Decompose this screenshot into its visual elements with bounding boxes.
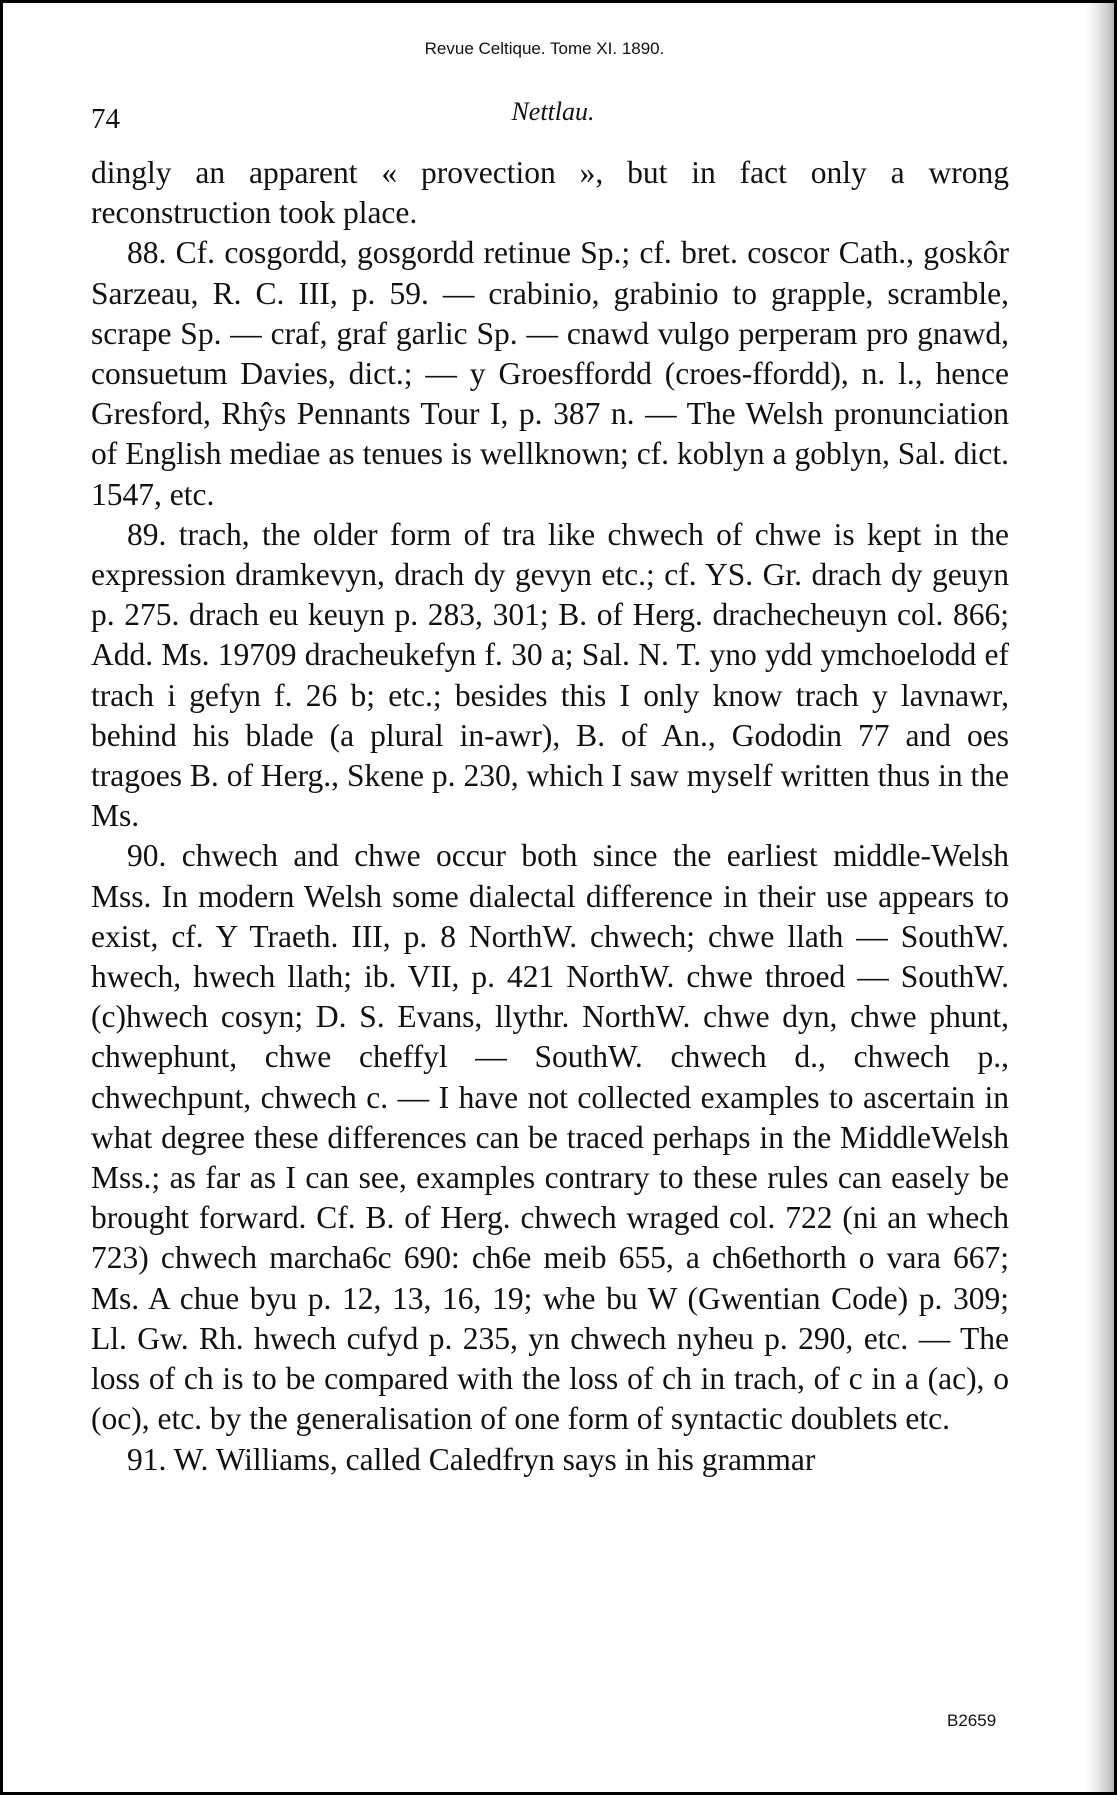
source-citation: Revue Celtique. Tome XI. 1890.: [424, 39, 665, 58]
paragraph-88: 88. Cf. cosgordd, gosgordd retinue Sp.; cf. bret. coscor Cath., goskôr Sarzeau, R. C. III, p. 59. — crabinio, grabinio to grapple, scramble, scrape Sp. — craf, graf garlic Sp. — cnawd vulgo perperam pro gnawd, consuetum Davies, dict.; — y Groesffordd (croes-ffordd), n. l., hence Gresford, Rhŷs Pennants Tour I, p. 387 n. — The Welsh pronunciation of English mediae as tenues is wellknown; cf. koblyn a goblyn, Sal. dict. 1547, etc.: [91, 235, 1009, 512]
page-number: 74: [91, 103, 120, 135]
paragraph-91: 91. W. Williams, called Caledfryn says in his grammar: [127, 1441, 816, 1477]
body-text: [91, 153, 1009, 1480]
paragraph-90: 90. chwech and chwe occur both since the earliest middle-Welsh Mss. In modern Welsh some dialectal difference in their use appears to exist, cf. Y Traeth. III, p. 8 NorthW. chwech; chwe llath — SouthW. hwech, hwech llath; ib. VII, p. 421 NorthW. chwe throed — SouthW. (c)hwech cosyn; D. S. Evans, llythr. NorthW. chwe dyn, chwe phunt, chwephunt, chwe cheffyl — SouthW. chwech d., chwech p., chwechpunt, chwech c. — I have not collected examples to ascertain in what degree these differences can be traced perhaps in the MiddleWelsh Mss.; as far as I can see, examples contrary to these rules can easely be brought forward. Cf. B. of Herg. chwech wraged col. 722 (ni an whech 723) chwech marcha6c 690: ch6e meib 655, a ch6ethorth o vara 667; Ms. A chue byu p. 12, 13, 16, 19; whe bu W (Gwentian Code) p. 309; Ll. Gw. Rh. hwech cufyd p. 235, yn chwech nyheu p. 290, etc. — The loss of ch is to be compared with the loss of ch in trach, of c in a (ac), o (oc), etc. by the generalisation of one form of syntactic doublets etc.: [91, 838, 1009, 1437]
archive-identifier: B2659: [947, 1711, 997, 1730]
paragraph-continuation: dingly an apparent « provection », but in fact only a wrong reconstruction took place.: [91, 155, 1009, 231]
running-head-author: Nettlau.: [511, 97, 595, 126]
book-spine-shadow: [1086, 3, 1114, 1792]
paragraph-89: 89. trach, the older form of tra like chwech of chwe is kept in the expression dramkevyn, drach dy gevyn etc.; cf. YS. Gr. drach dy geuyn p. 275. drach eu keuyn p. 283, 301; B. of Herg. drachecheuyn col. 866; Add. Ms. 19709 dracheukefyn f. 30 a; Sal. N. T. yno ydd ymchoelodd ef trach i gefyn f. 26 b; etc.; besides this I only know trach y lavnawr, behind his blade (a plural in-awr), B. of An., Gododin 77 and oes tragoes B. of Herg., Skene p. 230, which I saw myself written thus in the Ms.: [91, 516, 1009, 834]
